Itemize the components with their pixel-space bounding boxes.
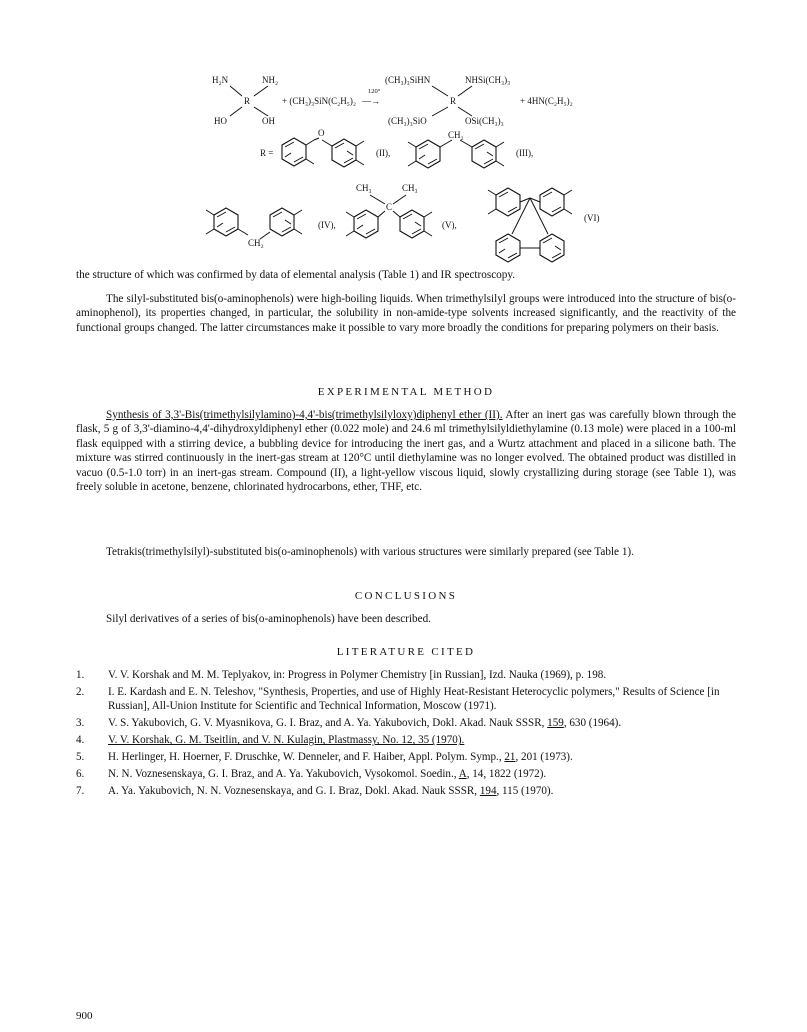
reference-item: 7. A. Ya. Yakubovich, N. N. Voznesenskaya, and G. I. Braz, Dokl. Akad. Nauk SSSR, 194, 115 (1970). [76, 785, 554, 798]
methyl-left-label: CH₃ [356, 183, 372, 193]
reactant-ho-label: HO [214, 116, 227, 126]
ring-iv-left [206, 208, 248, 236]
intro-sentence: the structure of which was confirmed by data of elemental analysis (Table 1) and IR spectroscopy. [76, 269, 516, 281]
silyl-paragraph [76, 292, 736, 335]
tetrakis-paragraph-text: Tetrakis(trimethylsilyl)-substituted bis(o-aminophenols) with various structures were similarly prepared (see Table 1). [106, 546, 634, 558]
compound-vi-label: (VI) [584, 213, 600, 223]
synthesis-paragraph-text [76, 408, 736, 494]
methylene-label: CH₂ [448, 130, 464, 140]
compound-iii-label: (III), [516, 148, 534, 158]
reaction-scheme-drawing [190, 58, 630, 268]
ether-oxygen-label: O [318, 128, 325, 138]
methylene-iv-label: CH₂ [248, 238, 264, 248]
byproduct-label: + 4HN(C₂H₅)₂ [520, 96, 573, 106]
silyl-paragraph-text: The silyl-substituted bis(o-aminophenols) were high-boiling liquids. When trimethylsilyl groups were introduced into the structure of bis(o-aminophenol), its properties changed, in particular, the solubility in non-amide-type solvents increased significantly, and the reactivity of the functional groups changed. The latter circumstances make it possible to vary more broadly the conditions for preparing polymers on their basis. [76, 293, 736, 334]
ring-iv-right [270, 208, 302, 236]
conclusion-paragraph [76, 612, 736, 626]
experimental-heading: EXPERIMENTAL METHOD [317, 386, 495, 398]
page-number: 900 [76, 1010, 93, 1022]
conclusions-heading: CONCLUSIONS [354, 590, 458, 602]
compound-ii-label: (II), [376, 148, 391, 158]
compound-v-label: (V), [442, 220, 457, 230]
reference-item: 6. N. N. Voznesenskaya, G. I. Braz, and A. Ya. Yakubovich, Vysokomol. Soedin., A, 14, 1822 (1972). [76, 768, 547, 781]
ring-vi-upper-right [540, 188, 572, 216]
reference-item: 2. I. E. Kardash and E. N. Teleshov, "Synthesis, Properties, and use of Highly Heat-Resistant Heterocyclic polymers," Results of Science [in Russian], All-Union Institute for Scientific and Technical Information, Moscow (1971). [76, 686, 720, 713]
ring-vi-upper-left [488, 188, 520, 216]
reagent-label: + (CH₃)₃SiN(C₂H₅)₂ [282, 96, 357, 106]
quaternary-carbon-label: C [386, 202, 393, 212]
reference-item: 1. V. V. Korshak and M. M. Teplyakov, in: Progress in Polymer Chemistry [in Russian], Izd. Nauka (1969), p. 198. [76, 669, 607, 681]
reference-item: 3. V. S. Yakubovich, G. V. Myasnikova, G. I. Braz, and A. Ya. Yakubovich, Dokl. Akad. Nauk SSSR, 159, 630 (1964). [76, 717, 622, 730]
reactant-h2n-label: H₂N [212, 75, 229, 85]
synthesis-body: After an inert gas was carefully blown through the flask, 5 g of 3,3'-diamino-4,4'-dihydroxyldiphenyl ether (0.022 mole) and 24.6 ml trimethylsilyldiethylamine (0.13 mole) were placed in a 100-ml flask equipped with a stirring device, a bubbling device for introducing the inert gas, and a Wurtz attachment and placed in a silicone bath. The mixture was stirred continuously in the inert-gas stream at 120°C until diethylamine was no longer evolved. The obtained product was distilled in vacuo (0.5-1.0 torr) in an inert-gas stream. Compound (II), a light-yellow viscous liquid, slowly crystallizing during storage (see Table 1), was freely soluble in acetone, benzene, chlorinated hydrocarbons, ether, THF, etc. [76, 409, 736, 494]
ring-vi-lower-right [540, 234, 564, 262]
ring-vi-lower-left [496, 234, 520, 262]
reaction-scheme [190, 58, 630, 268]
product-bottom-left-label: (CH₃)₃SiO [388, 116, 427, 126]
temperature-label: 120° [368, 88, 381, 95]
reference-item: 5. H. Herlinger, H. Hoerner, F. Druschke, W. Denneler, and F. Haiber, Appl. Polym. Symp., 21, 201 (1973). [76, 751, 573, 764]
product-top-right-label: NHSi(CH₃)₃ [465, 75, 511, 85]
reference-item: 4. V. V. Korshak, G. M. Tseitlin, and V. N. Kulagin, Plastmassy, No. 12, 35 (1970). [76, 734, 465, 747]
reactant-r-label: R [244, 96, 251, 106]
literature-heading: LITERATURE CITED [336, 646, 476, 658]
compound-iv-label: (IV), [318, 220, 336, 230]
reaction-arrow: —→ [362, 96, 380, 106]
reactant-nh2-label: NH₂ [262, 75, 279, 85]
reference-list [76, 668, 741, 801]
synthesis-title: Synthesis of 3,3'-Bis(trimethylsilylamino)-4,4'-bis(trimethylsilyloxy)diphenyl ether (II). [106, 409, 503, 421]
ring-v-left [346, 210, 385, 238]
product-bottom-right-label: OSi(CH₃)₃ [465, 116, 504, 126]
synthesis-paragraph [76, 408, 736, 494]
conclusion-text: Silyl derivatives of a series of bis(o-aminophenols) have been described. [106, 613, 431, 625]
methyl-right-label: CH₃ [402, 183, 418, 193]
product-top-left-label: (CH₃)₃SiHN [385, 75, 431, 85]
ring-ii-left [282, 138, 314, 166]
tetrakis-paragraph [76, 545, 736, 559]
ring-v-right [393, 210, 432, 238]
ring-iii-left [408, 140, 440, 168]
product-r-label: R [450, 96, 457, 106]
reactant-oh-label: OH [262, 116, 275, 126]
ring-ii-right [332, 139, 364, 167]
ring-iii-right [472, 140, 504, 168]
r-equals-label: R = [260, 148, 274, 158]
